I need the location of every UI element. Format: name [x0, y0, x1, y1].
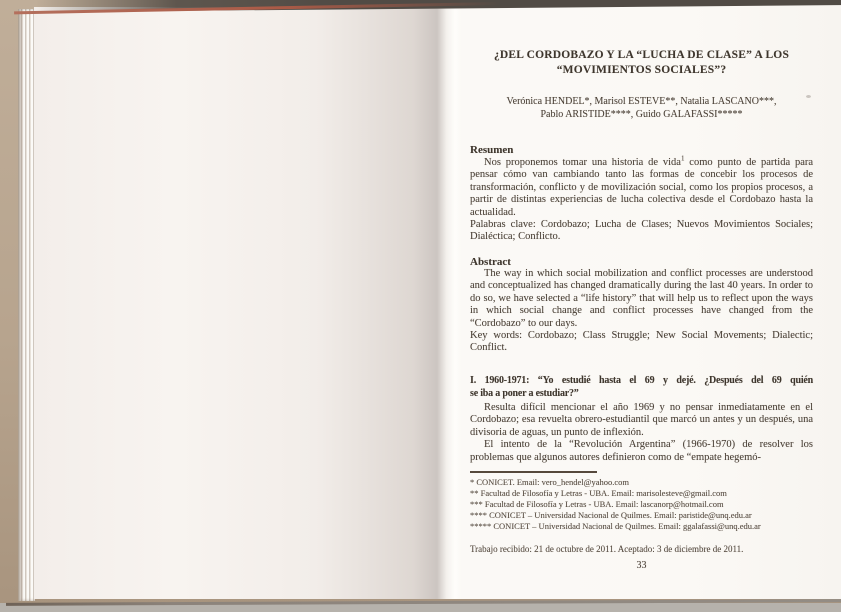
footnote-mark-1: 1	[680, 154, 685, 163]
resumen-text-after-note: como punto de partida para pensar cómo van cambiando tanto las formas de concebir los procesos de transformación, conflicto y de movilización social, como los propios procesos, a partir de distintas experiencias de lucha colectiva desde el Cordobazo hasta la actualidad.	[470, 157, 814, 218]
article-title-line2: “MOVIMIENTOS SOCIALES”?	[556, 64, 727, 76]
footnote-author-3: *** Facultad de Filosofía y Letras - UBA. Email: lascanorp@hotmail.com	[470, 499, 724, 509]
footnote-block	[470, 477, 813, 532]
authors-line1: Verónica HENDEL*, Marisol ESTEVE**, Natalia LASCANO***,	[506, 96, 777, 107]
abstract-keywords: Key words: Cordobazo; Class Struggle; New Social Movements; Dialectic; Conflict.	[470, 330, 813, 354]
article-title	[470, 48, 813, 78]
section-1-paragraph-1: Resulta difícil mencionar el año 1969 y no pensar inmediatamente en el Cordobazo; esa revuelta obrero-estudiantil que marcó un antes y un después, una divisoria de aguas, un punto de inflexión.	[470, 402, 813, 438]
resumen-paragraph	[470, 154, 814, 219]
resumen-text-before-note: Nos proponemos tomar una historia de vida	[484, 157, 681, 168]
page-edge-stack	[18, 9, 35, 601]
resumen-heading: Resumen	[470, 144, 514, 156]
footnote-author-5: ***** CONICET – Universidad Nacional de Quilmes. Email: ggalafassi@unq.edu.ar	[470, 521, 761, 531]
book-spine-fold	[437, 6, 461, 599]
section-1-text	[470, 402, 813, 464]
article-page-content	[470, 0, 813, 612]
abstract-paragraph: The way in which social mobilization and conflict processes are understood and conceptualized has changed dramatically during the last 40 years. In order to do so, we have selected a “life history” that will help us to reflect upon the ways in which social change and conflict processes have changed from the “Cordobazo” to our days.	[470, 268, 813, 329]
author-list	[470, 95, 813, 121]
section-1-heading	[470, 374, 813, 400]
authors-line2: Pablo ARISTIDE****, Guido GALAFASSI*****	[540, 109, 743, 120]
received-accepted-line: Trabajo recibido: 21 de octubre de 2011. Aceptado: 3 de diciembre de 2011.	[470, 544, 744, 554]
section-1-heading-line1: I. 1960-1971: “Yo estudié hasta el 69 y dejé. ¿Después del 69 quién	[470, 375, 813, 386]
blank-left-page	[34, 7, 437, 599]
abstract-heading: Abstract	[470, 256, 511, 268]
page-number: 33	[636, 560, 647, 571]
footnote-separator-rule	[470, 471, 597, 473]
footnote-author-1: * CONICET. Email: vero_hendel@yahoo.com	[470, 477, 629, 487]
section-1-heading-line2: se iba a poner a estudiar?”	[470, 388, 579, 399]
resumen-keywords: Palabras clave: Cordobazo; Lucha de Clases; Nuevos Movimientos Sociales; Dialéctica; Conflicto.	[470, 219, 813, 243]
article-title-line1: ¿DEL CORDOBAZO Y LA “LUCHA DE CLASE” A LOS	[493, 49, 790, 61]
resumen-body	[470, 154, 814, 244]
section-1-paragraph-2: El intento de la “Revolución Argentina” (1966-1970) de resolver los problemas que algunos autores definieron como de “empate hegemó-	[470, 439, 813, 463]
footnote-author-4: **** CONICET – Universidad Nacional de Quilmes. Email: paristide@unq.edu.ar	[470, 510, 752, 520]
footnote-author-2: ** Facultad de Filosofía y Letras - UBA. Email: marisolesteve@gmail.com	[470, 488, 727, 498]
abstract-body	[470, 268, 813, 355]
